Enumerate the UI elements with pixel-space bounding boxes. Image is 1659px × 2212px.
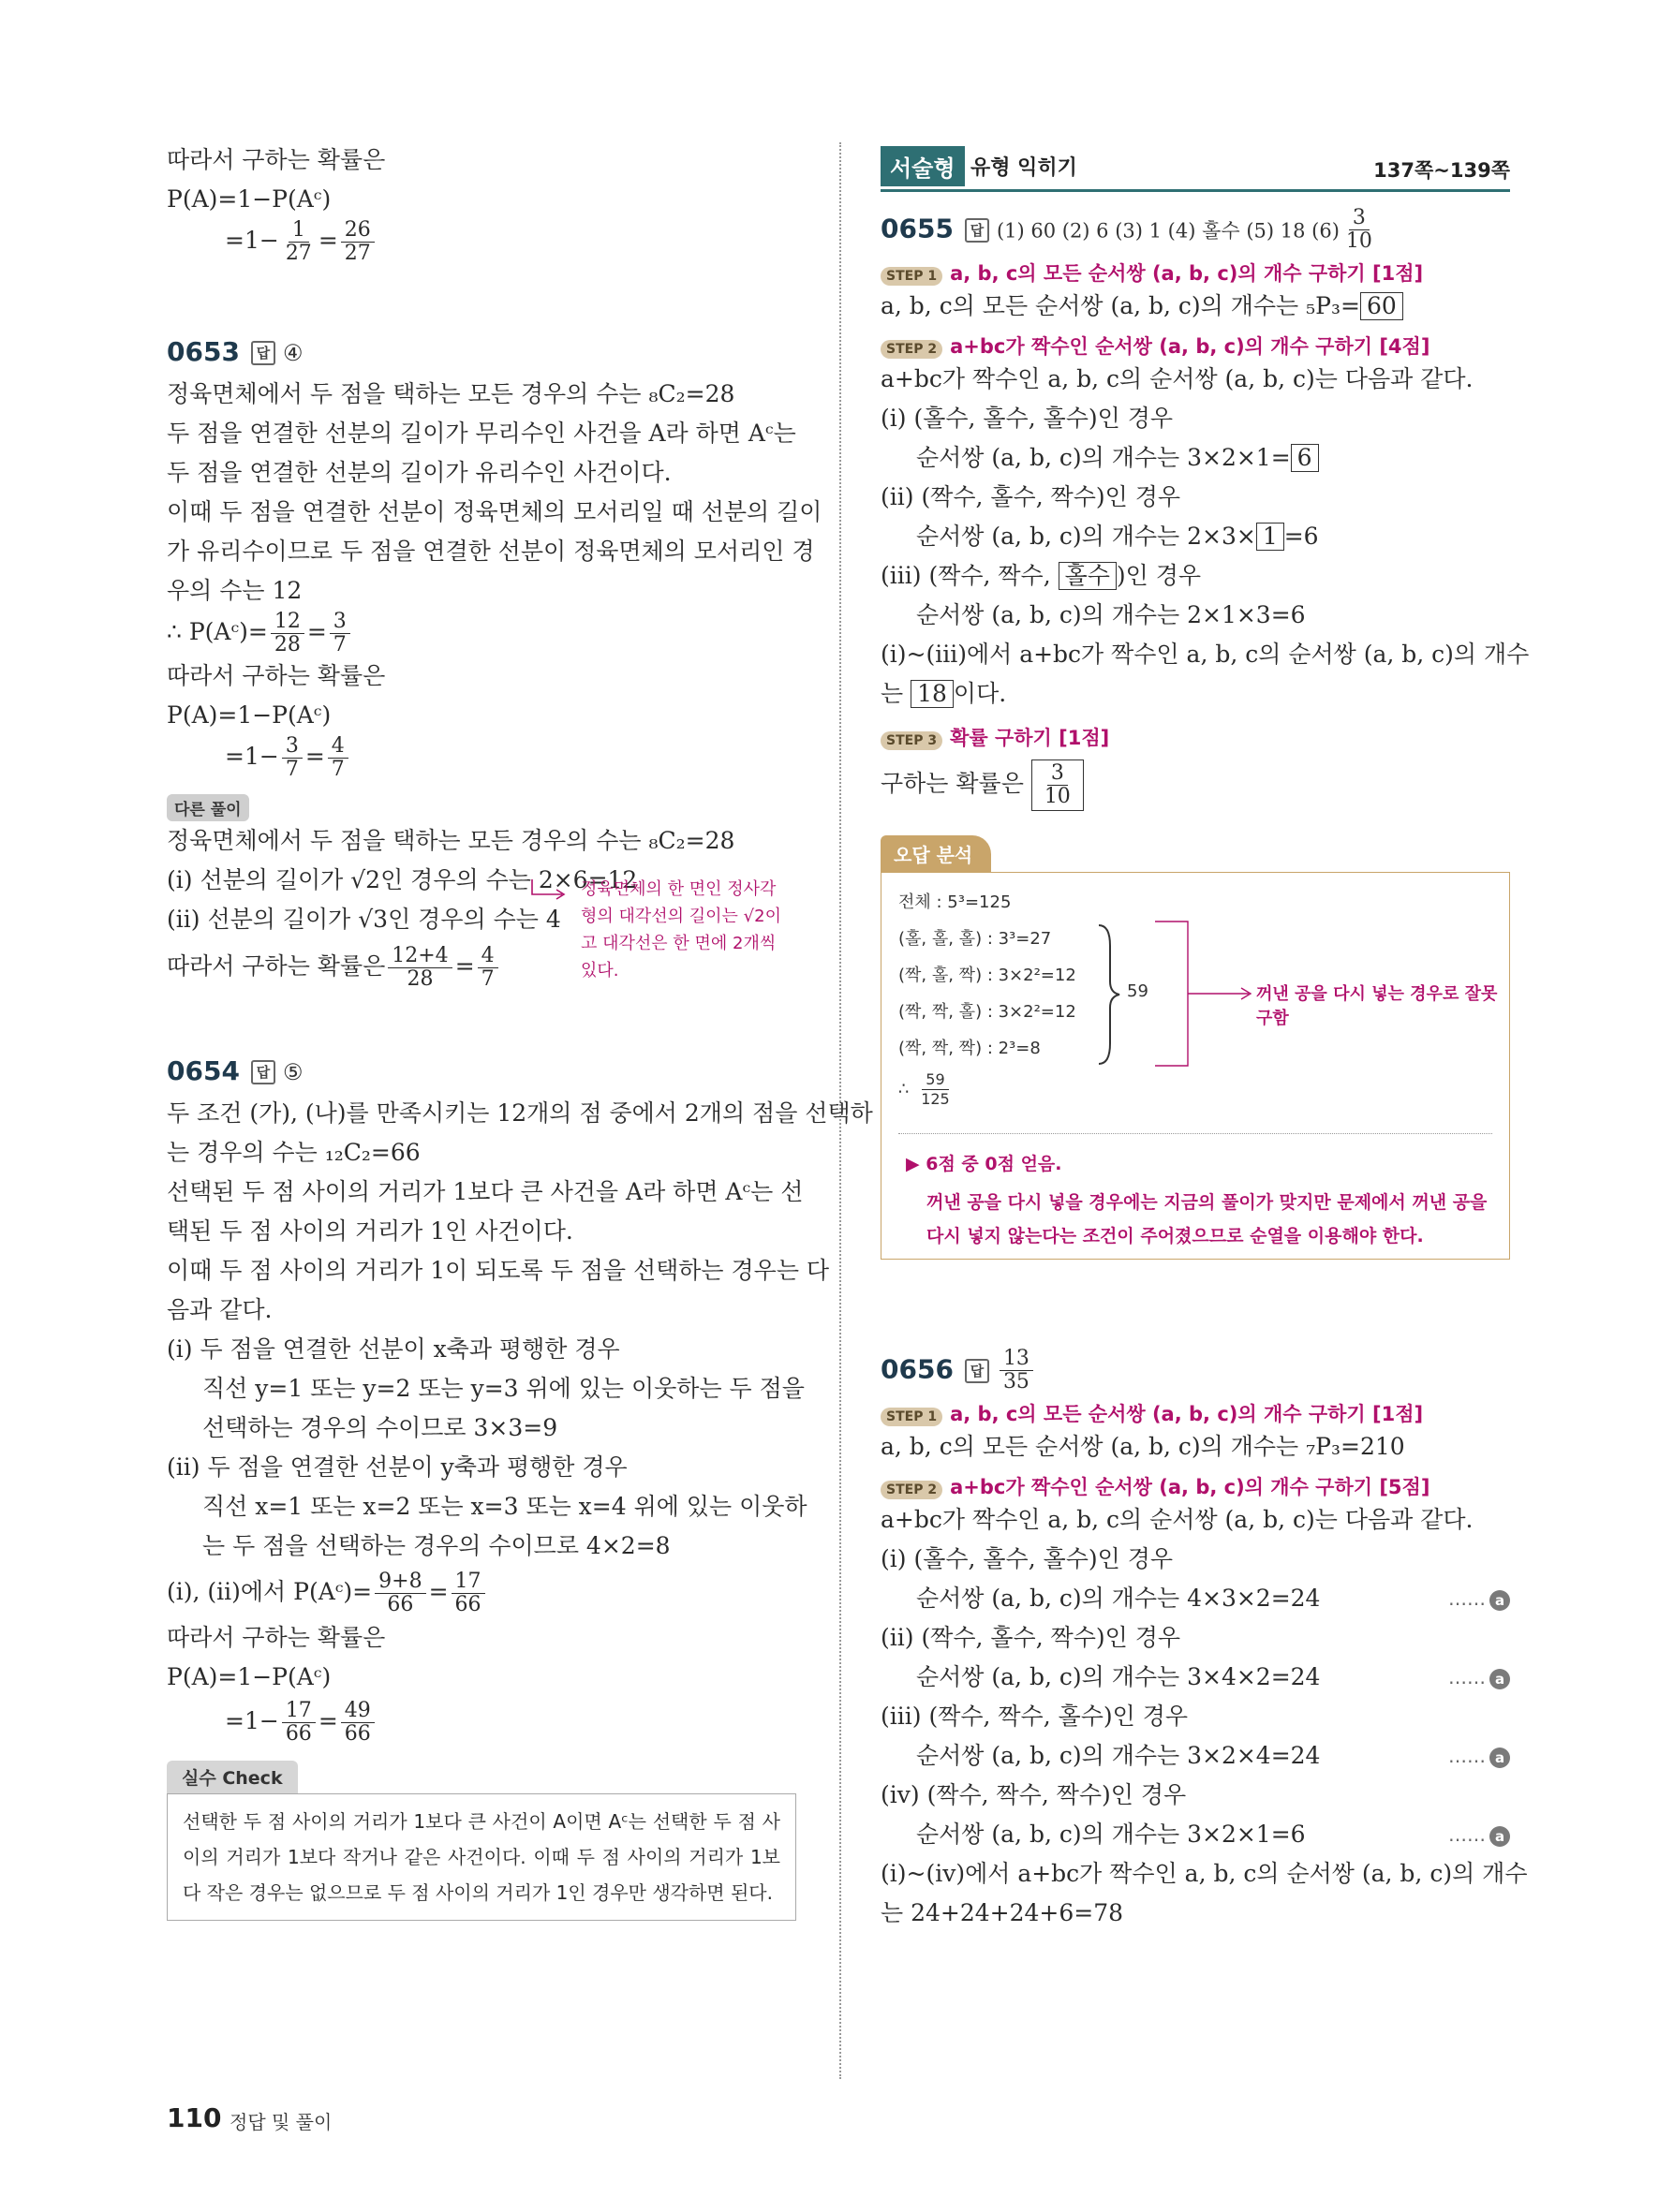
formula-line: =1− $\frac{17}{66}$ = $\frac{49}{66}$: [167, 1697, 796, 1746]
text-line: 음과 같다.: [167, 1296, 273, 1323]
text-line: 는 24+24+24+6=78: [881, 1899, 1124, 1926]
question-header-0656: 0656 답 $\frac{13}{35}$: [881, 1348, 1510, 1394]
answer-box: 1: [1256, 523, 1284, 551]
text-line: 직선 x=1 또는 x=2 또는 x=3 또는 x=4 위에 있는 이웃하: [202, 1493, 807, 1520]
formula-line: 순서쌍 (a, b, c)의 개수는 4×3×2=24 …… a: [881, 1579, 1510, 1618]
question-header-0653: 0653 답 ④: [167, 336, 304, 367]
text-line: (ii) (짝수, 홀수, 짝수)인 경우: [881, 1624, 1181, 1651]
question-header-0654: 0654 답 ⑤: [167, 1055, 304, 1086]
alt-solution-tag: 다른 풀이: [167, 794, 249, 821]
right-column: [881, 140, 1530, 1933]
text-line: (iii) (짝수, 짝수, 홀수 )인 경우: [881, 562, 1202, 589]
text-line: 직선 y=1 또는 y=2 또는 y=3 위에 있는 이웃하는 두 점을: [202, 1375, 805, 1402]
page-number: 110: [167, 2102, 222, 2133]
formula-line: ∴ P(Aᶜ)= $\frac{12}{28}$ = $\frac{3}{7}$: [167, 611, 796, 656]
section-title: 유형 익히기: [970, 156, 1077, 180]
answer-box: 홀수: [1059, 562, 1117, 590]
step-header: STEP 1 a, b, c의 모든 순서쌍 (a, b, c)의 개수 구하기 [1점]: [881, 1399, 1510, 1427]
answer-icon: 답: [251, 1060, 275, 1084]
text-line: (ii) 두 점을 연결한 선분이 y축과 평행한 경우: [167, 1453, 628, 1481]
text-line: 는 두 점을 선택하는 경우의 수이므로 4×2=8: [202, 1532, 671, 1559]
question-header-0655: 0655 답 (1) 60 (2) 6 (3) 1 (4) 홀수 (5) 18 (6) $\frac{3}{10}$: [881, 206, 1372, 253]
section-pages: 137쪽~139쪽: [1373, 159, 1510, 182]
formula-line: a, b, c의 모든 순서쌍 (a, b, c)의 개수는 ₅P₃= 60: [881, 287, 1510, 326]
answer-icon: 답: [251, 341, 275, 365]
mistake-check-text: 선택한 두 점 사이의 거리가 1보다 큰 사건이 A이면 Aᶜ는 선택한 두 점 사이의 거리가 1보다 작거나 같은 사건이다. 이때 두 점 사이의 거리가 1보다 작은 경우는 없으므로 두 점 사이의 거리가 1인 경우만 생각하면 된다.: [167, 1793, 796, 1921]
text-line: (i)~(iii)에서 a+bc가 짝수인 a, b, c의 순서쌍 (a, b, c)의 개수: [881, 641, 1530, 668]
formula-line: 순서쌍 (a, b, c)의 개수는 3×4×2=24 …… a: [881, 1658, 1510, 1697]
arrow-note: 꺼낸 공을 다시 넣는 경우로 잘못 구함: [1256, 984, 1498, 1028]
formula-line: a, b, c의 모든 순서쌍 (a, b, c)의 개수는 ₇P₃=210: [881, 1433, 1405, 1460]
step-header: STEP 2 a+bc가 짝수인 순서쌍 (a, b, c)의 개수 구하기 [5점]: [881, 1472, 1510, 1500]
text-line: 선택하는 경우의 수이므로 3×3=9: [202, 1414, 558, 1441]
score-line: ▶ 6점 중 0점 얻음.: [906, 1154, 1062, 1174]
text-line: 선택된 두 점 사이의 거리가 1보다 큰 사건을 A라 하면 Aᶜ는 선: [167, 1178, 804, 1205]
text-line: 우의 수는 12: [167, 577, 303, 604]
text-line: 이때 두 점 사이의 거리가 1이 되도록 두 점을 선택하는 경우는 다: [167, 1257, 830, 1284]
text-line: (ii) 선분의 길이가 √3인 경우의 수는 4: [167, 906, 561, 933]
step-header: STEP 3 확률 구하기 [1점]: [881, 723, 1510, 751]
formula-line: P(A)=1−P(Aᶜ): [167, 185, 332, 213]
formula-line: 순서쌍 (a, b, c)의 개수는 3×2×1=6 …… a: [881, 1815, 1510, 1854]
answer-icon: 답: [965, 1359, 989, 1383]
text-line: 정육면체에서 두 점을 택하는 모든 경우의 수는 ₈C₂=28: [167, 827, 735, 854]
text-line: (i) (홀수, 홀수, 홀수)인 경우: [881, 1545, 1174, 1572]
mistake-check-box: [167, 1761, 796, 1921]
text-line: 는 경우의 수는 ₁₂C₂=66: [167, 1139, 421, 1166]
formula-line: P(A)=1−P(Aᶜ): [167, 1663, 332, 1690]
text-line: a+bc가 짝수인 a, b, c의 순서쌍 (a, b, c)는 다음과 같다.: [881, 1506, 1474, 1533]
text-line: (i)~(iv)에서 a+bc가 짝수인 a, b, c의 순서쌍 (a, b, c)의 개수: [881, 1860, 1528, 1887]
section-badge: 서술형: [881, 146, 965, 186]
answer-icon: 답: [965, 218, 989, 243]
answer-box: 18: [911, 680, 954, 708]
formula-line: =1− $\frac{1}{27}$ = $\frac{26}{27}$: [167, 219, 796, 265]
step-header: STEP 2 a+bc가 짝수인 순서쌍 (a, b, c)의 개수 구하기 [4점]: [881, 332, 1510, 360]
text-line: 두 점을 연결한 선분의 길이가 무리수인 사건을 A라 하면 Aᶜ는: [167, 420, 796, 447]
formula-line: (i), (ii)에서 P(Aᶜ)= $\frac{9+8}{66}$ = $\frac{17}{66}$: [167, 1566, 796, 1618]
formula-line: 순서쌍 (a, b, c)의 개수는 2×3× 1 =6: [916, 523, 1319, 550]
text-line: 따라서 구하는 확률은: [167, 662, 386, 689]
formula-line: 순서쌍 (a, b, c)의 개수는 2×1×3=6: [916, 601, 1306, 628]
text-line: 정육면체에서 두 점을 택하는 모든 경우의 수는 ₈C₂=28: [167, 380, 735, 407]
text-line: 이때 두 점을 연결한 선분이 정육면체의 모서리일 때 선분의 길이: [167, 498, 822, 525]
explanation: 꺼낸 공을 다시 넣을 경우에는 지금의 풀이가 맞지만 문제에서 꺼낸 공을 다시 넣지 않는다는 조건이 주어졌으므로 순열을 이용해야 한다.: [926, 1192, 1488, 1246]
text-line: (iii) (짝수, 짝수, 홀수)인 경우: [881, 1703, 1189, 1730]
brace-value: 59: [1127, 981, 1148, 1001]
formula-line: P(A)=1−P(Aᶜ): [167, 701, 332, 729]
answer-box: 6: [1291, 444, 1319, 472]
side-note: 정육면체의 한 면인 정사각형의 대각선의 길이는 √2이고 대각선은 한 면에 2개씩 있다.: [581, 879, 781, 981]
wrong-analysis-box: [881, 835, 1510, 1260]
divider: [898, 1133, 1492, 1134]
step-header: STEP 1 a, b, c의 모든 순서쌍 (a, b, c)의 개수 구하기 [1점]: [881, 258, 1510, 287]
text-line: 따라서 구하는 확률은: [167, 1624, 386, 1651]
formula-line: 순서쌍 (a, b, c)의 개수는 3×2×4=24 …… a: [881, 1736, 1510, 1776]
mistake-check-title: 실수 Check: [167, 1761, 298, 1793]
formula-line: 순서쌍 (a, b, c)의 개수는 3×2×1= 6: [881, 438, 1510, 478]
answer-box: 60: [1360, 292, 1403, 320]
text-line: (ii) (짝수, 홀수, 짝수)인 경우: [881, 483, 1181, 510]
note-arrow-icon: [530, 877, 568, 902]
section-header: [881, 140, 1510, 192]
text-line: (i) 두 점을 연결한 선분이 x축과 평행한 경우: [167, 1335, 620, 1363]
text-line: 택된 두 점 사이의 거리가 1인 사건이다.: [167, 1217, 573, 1245]
text-line: a+bc가 짝수인 a, b, c의 순서쌍 (a, b, c)는 다음과 같다.: [881, 365, 1474, 392]
formula-line: =1− $\frac{3}{7}$ = $\frac{4}{7}$: [167, 735, 796, 781]
text-line: (i) (홀수, 홀수, 홀수)인 경우: [881, 405, 1174, 432]
wrong-analysis-body: [881, 872, 1510, 1260]
wrong-analysis-tab: 오답 분석: [881, 835, 991, 872]
page-label: 정답 및 풀이: [230, 2111, 333, 2133]
text-line: 따라서 구하는 확률은: [167, 146, 386, 173]
text-line: (i) 선분의 길이가 √2인 경우의 수는 2×6=12: [167, 866, 638, 893]
left-column: [167, 140, 873, 1921]
text-line: 두 조건 (가), (나)를 만족시키는 12개의 점 중에서 2개의 점을 선택하: [167, 1099, 873, 1127]
text-line: 는 18 이다.: [881, 680, 1007, 707]
formula-line: 구하는 확률은 $\frac{3}{10}$: [881, 751, 1510, 817]
text-line: 가 유리수이므로 두 점을 연결한 선분이 정육면체의 모서리인 경: [167, 538, 815, 565]
text-line: (iv) (짝수, 짝수, 짝수)인 경우: [881, 1781, 1187, 1808]
formula-line: 따라서 구하는 확률은 $\frac{12+4}{28}$ = $\frac{4}{7}$: [167, 939, 796, 994]
handwritten-work: 전체 : 5³=125 (홀, 홀, 홀) : 3³=27 (짝, 홀, 짝) : 3×2²=12 (짝, 짝, 홀) : 3×2²=12 (짝, 짝, 짝) : 2³=8 ∴ $\frac{59}{125}$: [898, 892, 1076, 1108]
text-line: 두 점을 연결한 선분의 길이가 유리수인 사건이다.: [167, 459, 672, 486]
